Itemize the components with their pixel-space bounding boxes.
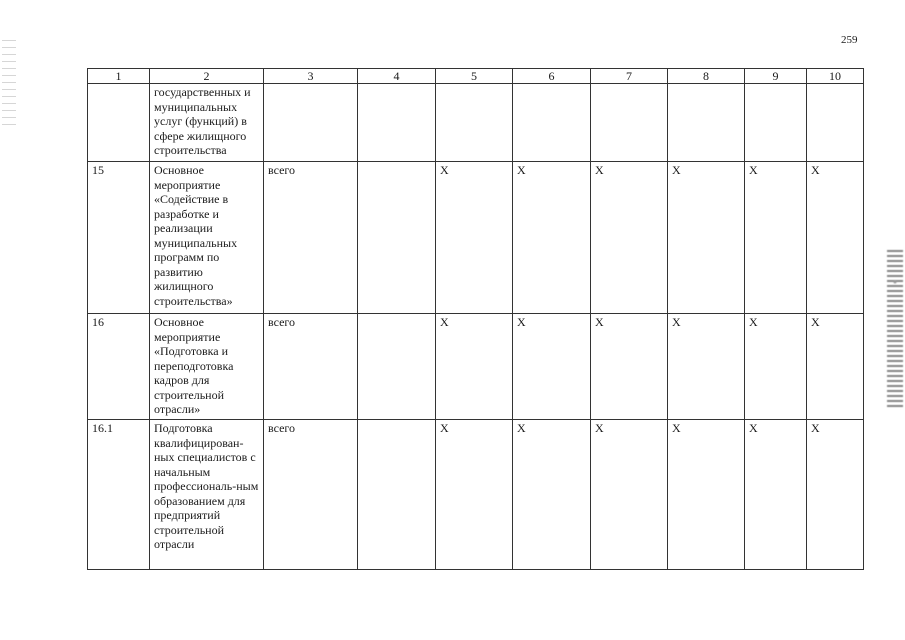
table-row [88,162,864,314]
table-cell [513,84,591,162]
table-cell: X [591,162,668,314]
table-row [88,420,864,570]
table-cell: X [513,314,591,420]
column-header-7: 7 [591,69,668,84]
table-cell: X [745,162,807,314]
table-cell [358,420,436,570]
table-cell: X [436,314,513,420]
row-number: 15 [88,162,150,314]
table-cell [807,84,864,162]
measure-name: Основное мероприятие «Содействие в разработке и реализации муниципальных программ по развитию жилищного строительства» [150,162,264,314]
column-header-1: 1 [88,69,150,84]
measure-name: Основное мероприятие «Подготовка и переподготовка кадров для строительной отрасли» [150,314,264,420]
budget-table [87,68,864,570]
column-header-5: 5 [436,69,513,84]
column-header-3: 3 [264,69,358,84]
table-cell: X [668,420,745,570]
column-header-4: 4 [358,69,436,84]
row-number: 16.1 [88,420,150,570]
table-cell [436,84,513,162]
table-row [88,84,864,162]
page-number: 259 [841,34,858,46]
table-cell: X [745,314,807,420]
table-cell [358,162,436,314]
column-header-6: 6 [513,69,591,84]
measure-name: Подготовка квалифицирован-ных специалистов с начальным профессиональ-ным образованием для предприятий строительной отрасли [150,420,264,570]
table-cell: X [668,162,745,314]
measure-name: государственных и муниципальных услуг (функций) в сфере жилищного строительства [150,84,264,162]
table-cell: X [436,420,513,570]
table-cell [591,84,668,162]
scan-artifact [2,40,16,130]
table-cell [358,314,436,420]
column-header-2: 2 [150,69,264,84]
header-row [88,69,864,84]
table-cell [745,84,807,162]
row-number [88,84,150,162]
funding-source: всего [264,314,358,420]
column-header-9: 9 [745,69,807,84]
table-cell [668,84,745,162]
column-header-10: 10 [807,69,864,84]
funding-source: всего [264,162,358,314]
column-header-8: 8 [668,69,745,84]
table-cell: X [513,162,591,314]
row-number: 16 [88,314,150,420]
table-cell: X [668,314,745,420]
table-cell: X [807,162,864,314]
scan-artifact [887,250,903,410]
table-cell: X [591,314,668,420]
table-row [88,314,864,420]
table-cell: X [591,420,668,570]
funding-source: всего [264,420,358,570]
table-cell: X [807,314,864,420]
table-cell: X [513,420,591,570]
table-cell: X [436,162,513,314]
table-cell: X [807,420,864,570]
table-cell: X [745,420,807,570]
funding-source [264,84,358,162]
table-cell [358,84,436,162]
